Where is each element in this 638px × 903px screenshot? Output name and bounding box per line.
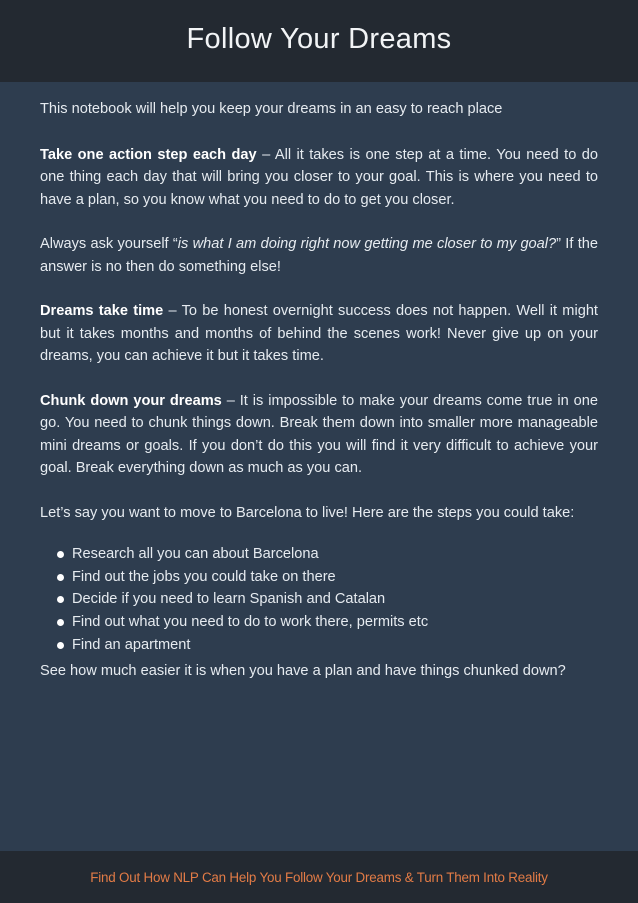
page-header [0, 0, 638, 82]
chunk-down-text: – It is impossible to make your dreams come true in one go. You need to chunk things down. Break them down into smaller more manageable mini dreams or goals. If you don’t do this you will find it very difficult to achieve your goal. Break everything down as much as you can. [40, 392, 598, 476]
ask-yourself-paragraph [40, 233, 598, 278]
dreams-time-text: – To be honest overnight success does not happen. Well it might but it takes months and months of behind the scenes work! Never give up on your dreams, you can achieve it but it takes time. [40, 303, 598, 364]
list-item: Decide if you need to learn Spanish and Catalan [54, 588, 598, 611]
page-footer [0, 851, 638, 903]
list-item: Find out what you need to do to work there, permits etc [54, 611, 598, 634]
chunk-down-paragraph [40, 390, 598, 480]
ask-yourself-quote: is what I am doing right now getting me closer to my goal? [177, 236, 557, 252]
action-step-text: – All it takes is one step at a time. You need to do one thing each day that will bring you closer to your goal. This is where you need to have a plan, so you know what you need to do to get you closer. [40, 146, 598, 208]
steps-list [40, 543, 598, 657]
ask-yourself-prefix: Always ask yourself “ [40, 236, 178, 252]
chunk-down-heading: Chunk down your dreams [40, 392, 222, 409]
main-content [40, 98, 598, 704]
list-item: Research all you can about Barcelona [54, 543, 598, 566]
intro-paragraph: This notebook will help you keep your dreams in an easy to reach place [40, 101, 503, 117]
action-step-heading: Take one action step each day [40, 146, 257, 163]
nlp-promo-link[interactable]: Find Out How NLP Can Help You Follow Your Dreams & Turn Them Into Reality [90, 870, 548, 885]
action-step-paragraph [40, 144, 598, 212]
list-item: Find out the jobs you could take on there [54, 566, 598, 589]
page-title: Follow Your Dreams [186, 22, 452, 55]
dreams-time-heading: Dreams take time [40, 303, 164, 319]
closing-paragraph: See how much easier it is when you have a plan and have things chunked down? [40, 662, 566, 679]
list-item: Find an apartment [54, 634, 598, 657]
ask-yourself-suffix: ” If the answer is no then do something else! [40, 236, 598, 275]
dreams-time-paragraph [40, 300, 598, 368]
example-intro-paragraph: Let’s say you want to move to Barcelona to live! Here are the steps you could take: [40, 504, 575, 521]
